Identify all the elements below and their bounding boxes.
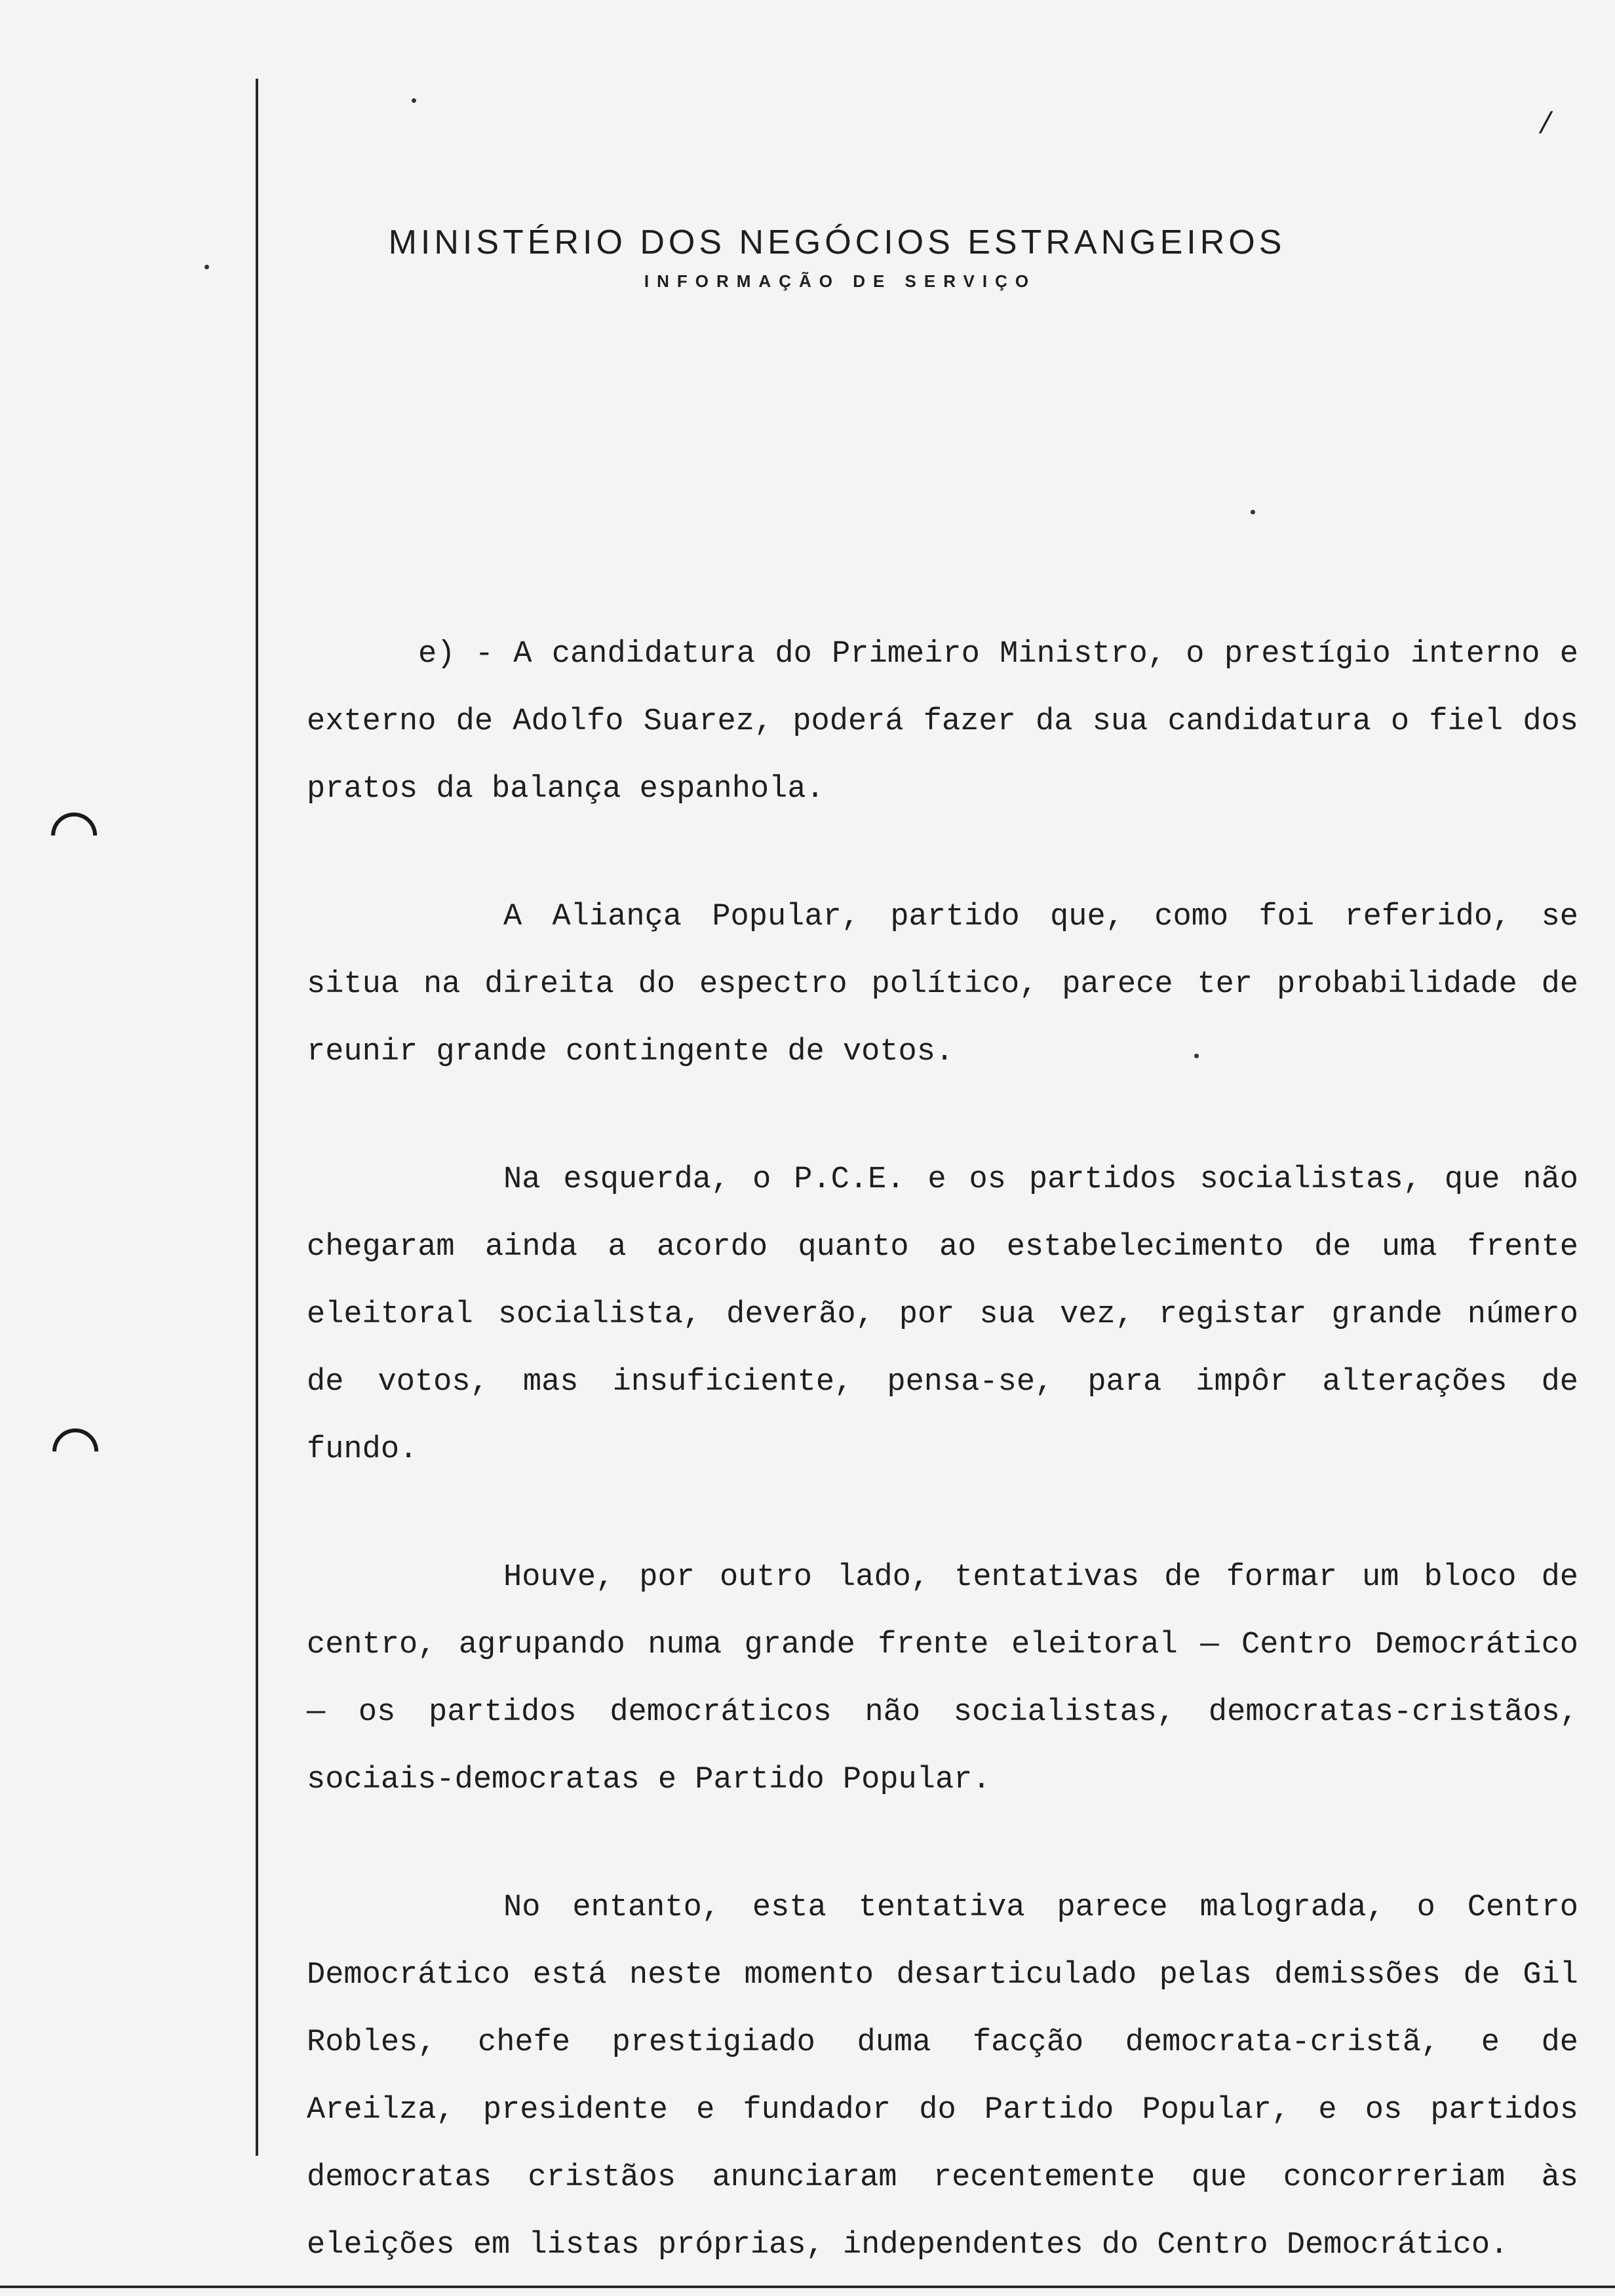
paragraph-bloco-centro: Houve, por outro lado, tentativas de formar um bloco de centro, agrupando numa grande frente eleitoral — Centro Democrático — os partidos democráticos não socialistas, democratas-cristãos, sociais-democratas e Partido Popular. <box>307 1560 1578 1797</box>
punch-hole-top <box>42 803 107 868</box>
document-body <box>307 590 1578 2279</box>
speck <box>1251 510 1255 514</box>
service-subtitle: INFORMAÇÃO DE SERVIÇO <box>644 271 1037 291</box>
binding-margin-rule <box>256 79 258 2156</box>
page-bottom-edge <box>0 2286 1615 2288</box>
paragraph-candidatura: e) - A candidatura do Primeiro Ministro, o prestígio interno e externo de Adolfo Suarez, poderá fazer da sua candidatura o fiel dos pratos da balança espanhola. <box>307 637 1578 807</box>
paragraph-esquerda: Na esquerda, o P.C.E. e os partidos socialistas, que não chegaram ainda a acordo quanto ao estabelecimento de uma frente eleitoral socialista, deverão, por sua vez, registar grande número de votos, mas insuficiente, pensa-se, para impôr alterações de fundo. <box>307 1162 1578 1467</box>
ministry-title: MINISTÉRIO DOS NEGÓCIOS ESTRANGEIROS <box>388 223 1286 261</box>
letterhead <box>0 223 1615 292</box>
speck <box>412 98 416 103</box>
page-mark: / <box>1537 105 1555 140</box>
punch-hole-bottom <box>43 1419 108 1484</box>
paragraph-entanto: No entanto, esta tentativa parece malograda, o Centro Democrático está neste momento desarticulado pelas demissões de Gil Robles, chefe prestigiado duma facção democrata-cristã, e de Areilza, presidente e fundador do Partido Popular, e os partidos democratas cristãos anunciaram recentemente que concorreriam às eleições em listas próprias, independentes do Centro Democrático. <box>307 1890 1578 2263</box>
paragraph-alianca-popular: A Aliança Popular, partido que, como foi referido, se situa na direita do espectro político, parece ter probabilidade de reunir grande contingente de votos. <box>307 900 1578 1069</box>
